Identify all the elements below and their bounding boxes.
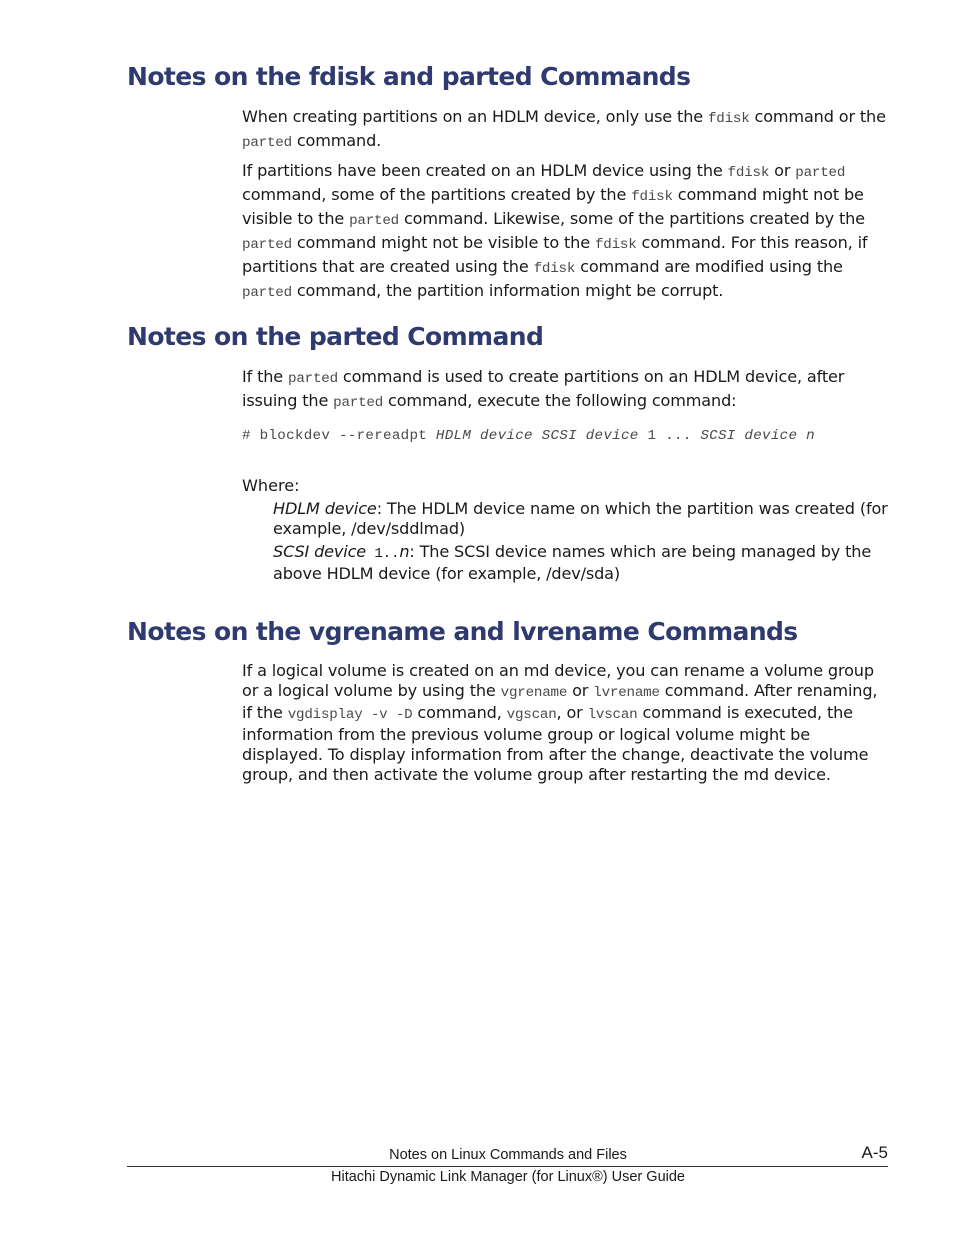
inline-code: parted (288, 371, 338, 387)
footer-chapter-title: Notes on Linux Commands and Files (389, 1147, 627, 1163)
inline-code: parted (795, 165, 846, 181)
footer-guide-title: Hitachi Dynamic Link Manager (for Linux®) User Guide (331, 1169, 685, 1185)
paragraph-parted-usage: If the parted command is used to create partitions on an HDLM device, after issuing the parted command, execute the following command: (242, 367, 845, 411)
page-number: A-5 (861, 1143, 888, 1162)
inline-code: lvscan (587, 707, 638, 724)
inline-code: parted (333, 395, 384, 411)
inline-code: parted (242, 237, 292, 253)
inline-code: parted (242, 135, 292, 151)
section-heading-fdisk-parted: Notes on the fdisk and parted Commands (127, 62, 691, 91)
paragraph-vgrename-lvrename: If a logical volume is created on an md device, you can rename a volume group or a logical volume by using the vgrename or lvrename command. After renaming, if the vgdisplay -v -D command, vgscan, or lvscan command is executed, the information from the previous volume group or logical volume might be displayed. To display information from after the change, deactivate the volume group, and then activate the volume group after restarting the md device. (242, 661, 878, 785)
definition-hdlm-device: HDLM device: The HDLM device name on which the partition was created (for example, /dev/sddlmad) (273, 499, 888, 538)
code-block-blockdev: # blockdev --rereadpt HDLM device SCSI device 1 ... SCSI device n (242, 428, 815, 444)
inline-code: vgrename (500, 685, 568, 702)
inline-code: parted (349, 213, 399, 229)
inline-code: fdisk (727, 165, 770, 181)
section-heading-vgrename-lvrename: Notes on the vgrename and lvrename Commands (127, 617, 798, 646)
where-label: Where: (242, 476, 300, 495)
inline-code: fdisk (594, 237, 637, 253)
paragraph-fdisk-parted-usage: When creating partitions on an HDLM device, only use the fdisk command or the parted command. (242, 107, 886, 151)
footer-divider (127, 1166, 888, 1167)
inline-code: fdisk (707, 111, 750, 127)
inline-code: fdisk (533, 261, 576, 277)
definition-term: SCSI device (273, 542, 367, 561)
inline-code: vgdisplay -v -D (287, 707, 413, 724)
section-heading-parted: Notes on the parted Command (127, 322, 544, 351)
paragraph-partition-visibility: If partitions have been created on an HDLM device using the fdisk or parted command, some of the partitions created by the fdisk command might not be visible to the parted command. Likewise, some of the partitions created by the parted command might not be visible to the fdisk command. For this reason, if partitions that are created using the fdisk command are modified using the parted command, the partition information might be corrupt. (242, 161, 868, 301)
inline-code: fdisk (631, 189, 673, 205)
inline-code: parted (242, 285, 292, 301)
definition-term: HDLM device (273, 499, 377, 518)
definition-scsi-device: SCSI device 1..n: The SCSI device names which are being managed by the above HDLM device (for example, /dev/sda) (273, 542, 872, 583)
inline-code: lvrename (593, 685, 660, 702)
inline-code: vgscan (506, 707, 557, 724)
